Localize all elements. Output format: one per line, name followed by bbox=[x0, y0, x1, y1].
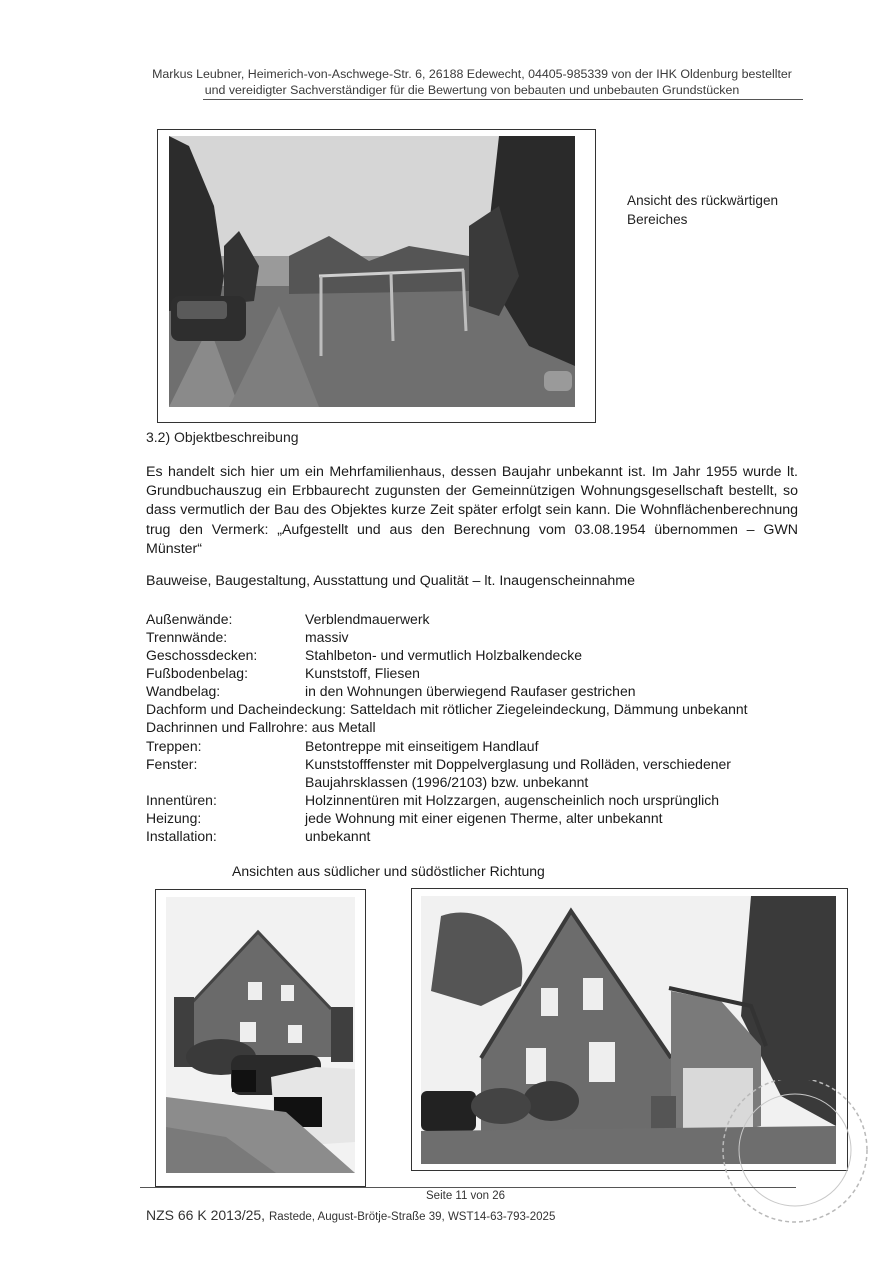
south-view-photo bbox=[166, 897, 355, 1173]
spec-label: Innentüren: bbox=[146, 792, 217, 808]
spec-label: Trennwände: bbox=[146, 629, 228, 645]
section-title: 3.2) Objektbeschreibung bbox=[146, 429, 299, 445]
header-line-2: und vereidigter Sachverständiger für die Bewertung von bebauten und unbebauten Grundstücken bbox=[204, 83, 740, 97]
spec-value: jede Wohnung mit einer eigenen Therme, alter unbekannt bbox=[305, 810, 663, 826]
spec-label: Installation: bbox=[146, 828, 217, 844]
spec-value: Stahlbeton- und vermutlich Holzbalkendecke bbox=[305, 647, 583, 663]
spec-value: Holzinnentüren mit Holzzargen, augenscheinlich noch ursprünglich bbox=[305, 792, 720, 808]
spec-full-text: Dachrinnen und Fallrohre: aus Metall bbox=[146, 719, 376, 735]
spec-value: Betontreppe mit einseitigem Handlauf bbox=[305, 738, 539, 754]
spec-value: Kunststoff, Fliesen bbox=[305, 665, 420, 681]
object-description-paragraph: Es handelt sich hier um ein Mehrfamilienhaus, dessen Baujahr unbekannt ist. Im Jahr 1955 wurde lt. Grundbuchauszug ein Erbbaurecht zugunsten der Gemeinnützigen Wohnungsgesellschaft bestellt, so dass vermutlich der Bau des Objektes kurze Zeit später erfolgt sein kann. Die Wohnflächenberechnung trug den Vermerk: „Aufgestellt und aus den Berechnung vom 03.08.1954 übernommen – GWN Münster“ bbox=[146, 464, 798, 557]
case-reference bbox=[146, 1207, 555, 1223]
spec-value: Verblendmauerwerk bbox=[305, 611, 430, 627]
spec-value: in den Wohnungen überwiegend Raufaser gestrichen bbox=[305, 683, 636, 699]
spec-label: Treppen: bbox=[146, 738, 202, 754]
spec-value: massiv bbox=[305, 629, 349, 645]
backyard-caption bbox=[627, 191, 778, 229]
footer-rule bbox=[140, 1187, 796, 1188]
spec-label: Außenwände: bbox=[146, 611, 233, 627]
spec-label: Wandbelag: bbox=[146, 683, 221, 699]
backyard-caption-line-1: Ansicht des rückwärtigen bbox=[627, 193, 779, 208]
spec-value: unbekannt bbox=[305, 828, 371, 844]
spec-label: Fußbodenbelag: bbox=[146, 665, 248, 681]
spec-value: Baujahrsklassen (1996/2103) bzw. unbekannt bbox=[305, 774, 589, 790]
spec-label: Heizung: bbox=[146, 810, 202, 826]
spec-label: Fenster: bbox=[146, 756, 198, 772]
page-header bbox=[140, 66, 804, 98]
spec-value: Kunststofffenster mit Doppelverglasung und Rolläden, verschiedener bbox=[305, 756, 731, 772]
construction-subheading: Bauweise, Baugestaltung, Ausstattung und Qualität – lt. Inaugenscheinnahme bbox=[146, 573, 636, 589]
header-rule bbox=[203, 99, 803, 100]
backyard-photo bbox=[169, 136, 575, 407]
case-address: Rastede, August-Brötje-Straße 39, WST14-63-793-2025 bbox=[268, 1211, 556, 1223]
spec-label: Geschossdecken: bbox=[146, 647, 258, 663]
expert-stamp bbox=[700, 1080, 870, 1240]
backyard-caption-line-2: Bereiches bbox=[627, 212, 688, 227]
bottom-photos-caption: Ansichten aus südlicher und südöstlicher Richtung bbox=[232, 863, 545, 879]
page-number: Seite 11 von 26 bbox=[426, 1190, 506, 1202]
spec-full-text: Dachform und Dacheindeckung: Satteldach mit rötlicher Ziegeleindeckung, Dämmung unbekannt bbox=[146, 701, 748, 717]
case-number: NZS 66 K 2013/25, bbox=[146, 1207, 266, 1223]
header-line-1: Markus Leubner, Heimerich-von-Aschwege-Str. 6, 26188 Edewecht, 04405-985339 von der IHK Oldenburg bestellter bbox=[152, 67, 792, 81]
